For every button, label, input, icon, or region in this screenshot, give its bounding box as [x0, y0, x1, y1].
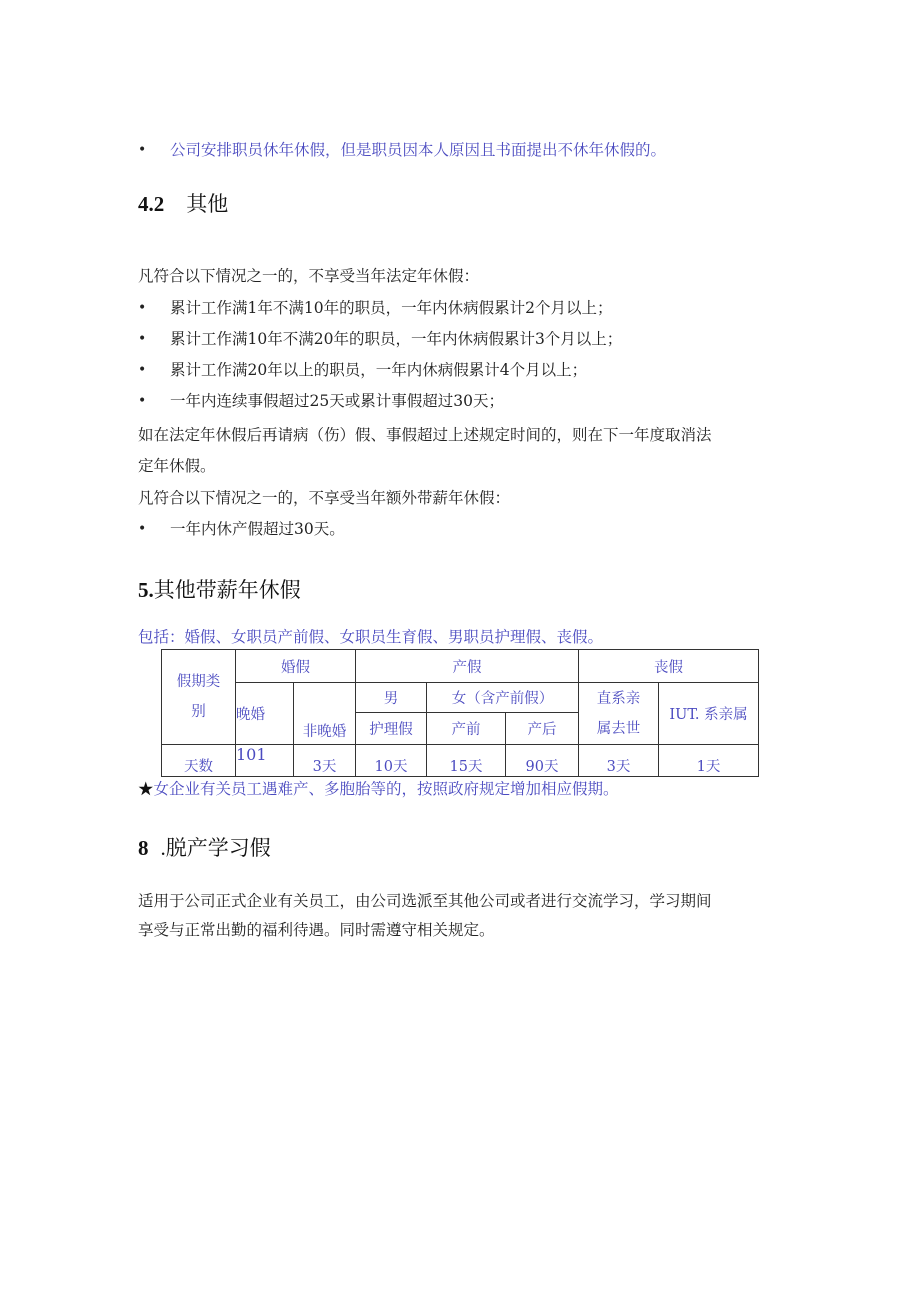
star-icon: ★ [138, 780, 154, 798]
category-header-cell [162, 650, 236, 745]
late-marriage-header: 晚婚 [236, 683, 294, 745]
days-cell-collateral: 1天 [659, 745, 759, 777]
note-text: 女企业有关员工遇难产、多胞胎等的，按照政府规定增加相应假期。 [153, 780, 619, 798]
days-cell-prenatal: 15天 [427, 745, 506, 777]
section-number: 5. [138, 578, 154, 602]
days-cell-postnatal: 90天 [506, 745, 579, 777]
maternity-leave-header: 产假 [356, 650, 579, 683]
direct-relative-header [579, 683, 659, 745]
days-label-cell: 天数 [162, 745, 236, 777]
bullet-marker: • [138, 393, 147, 409]
section-5-heading [138, 574, 301, 604]
direct-relative-label: 直系亲 [596, 690, 641, 707]
bullet-marker: • [138, 362, 147, 378]
section-title: 其他 [186, 192, 229, 216]
includes-line: 包括：婚假、女职员产前假、女职员生育假、男职员护理假、丧假。 [138, 628, 604, 646]
table-note [138, 779, 619, 799]
bullet-marker: • [138, 142, 147, 158]
section-number: 4.2 [138, 192, 165, 216]
list-item: 累计工作满20年以上的职员，一年内休病假累计4个月以上； [170, 361, 588, 379]
bullet-marker: • [138, 521, 147, 537]
section-title: 其他带薪年休假 [153, 578, 301, 602]
days-cell-nursing: 10天 [356, 745, 427, 777]
bullet-marker: • [138, 331, 147, 347]
paragraph-line: 如在法定年休假后再请病（伤）假、事假超过上述规定时间的，则在下一年度取消法 [138, 426, 712, 444]
days-cell-non-late-marriage: 3天 [294, 745, 356, 777]
collateral-relative-header: IUT. 系亲属 [659, 683, 759, 745]
list-item: 累计工作满1年不满10年的职员，一年内休病假累计2个月以上； [170, 299, 613, 317]
leave-table [161, 649, 759, 777]
days-cell-direct-relative: 3天 [579, 745, 659, 777]
intro-paragraph: 凡符合以下情况之一的，不享受当年额外带薪年休假： [138, 489, 511, 507]
paragraph-line: 享受与正常出勤的福利待遇。同时需遵守相关规定。 [138, 921, 495, 939]
days-cell-late-marriage: 101 [236, 745, 294, 777]
section-8-heading [138, 832, 271, 862]
postnatal-header: 产后 [506, 713, 579, 745]
category-label: 假期类 [176, 674, 221, 690]
funeral-leave-header: 丧假 [579, 650, 759, 683]
direct-relative-label: 属去世 [596, 720, 641, 737]
list-item: 累计工作满10年不满20年的职员，一年内休病假累计3个月以上； [170, 330, 623, 348]
list-item: 一年内休产假超过30天。 [170, 520, 345, 538]
section-4-2-heading [138, 188, 228, 218]
section-title: .脱产学习假 [160, 836, 271, 860]
female-header: 女（含产前假） [427, 683, 579, 713]
non-late-marriage-header: 非晚婚 [294, 683, 356, 745]
bullet-marker: • [138, 300, 147, 316]
top-bullet-item: 公司安排职员休年休假，但是职员因本人原因且书面提出不休年休假的。 [170, 141, 667, 159]
male-header: 男 [356, 683, 427, 713]
prenatal-header: 产前 [427, 713, 506, 745]
list-item: 一年内连续事假超过25天或累计事假超过30天； [170, 392, 504, 410]
category-label: 别 [191, 704, 206, 720]
marriage-leave-header: 婚假 [236, 650, 356, 683]
paragraph-line: 定年休假。 [138, 457, 216, 475]
section-number: 8 [138, 836, 149, 860]
nursing-leave-header: 护理假 [356, 713, 427, 745]
intro-paragraph: 凡符合以下情况之一的，不享受当年法定年休假： [138, 267, 480, 285]
paragraph-line: 适用于公司正式企业有关员工，由公司选派至其他公司或者进行交流学习，学习期间 [138, 892, 712, 910]
